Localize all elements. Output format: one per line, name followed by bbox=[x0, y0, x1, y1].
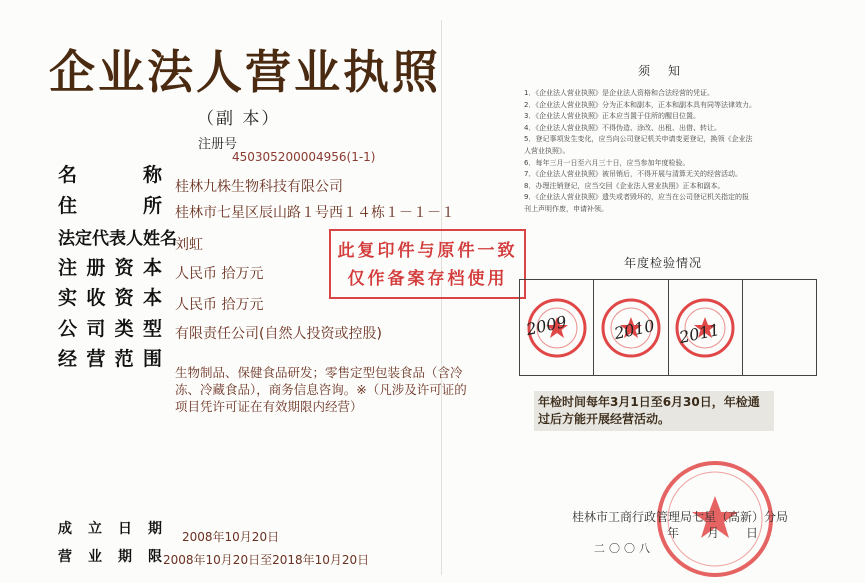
issue-month-label: 月 bbox=[707, 526, 720, 540]
label-company-type bbox=[58, 314, 162, 341]
notice-item: 2．《企业法人营业执照》分为正本和副本，正本和副本具有同等法律效力。 bbox=[524, 100, 756, 109]
inspection-signature: 2010 bbox=[612, 315, 657, 344]
inspection-cell-2010 bbox=[594, 280, 668, 375]
issue-day-label: 日 bbox=[746, 526, 759, 540]
value-name: 桂林九株生物科技有限公司 bbox=[175, 179, 343, 195]
copy-stamp-line-1: 此复印件与原件一致 bbox=[337, 241, 518, 261]
value-address: 桂林市七星区辰山路１号西１４栋１－１－１ bbox=[175, 205, 455, 221]
notice-item: 6．每年三月一日至六月三十日，应当参加年度检验。 bbox=[524, 158, 690, 167]
inspection-cell-2011 bbox=[669, 280, 743, 375]
label-name-text: 名 称 bbox=[58, 164, 162, 186]
label-established-text: 成 立 日 期 bbox=[58, 521, 162, 537]
notice-item: 8．办理注销登记，应当交回《企业法人营业执照》正本和副本。 bbox=[524, 181, 725, 190]
label-address-text: 住 所 bbox=[58, 195, 162, 217]
copy-certification-stamp bbox=[329, 229, 526, 299]
notice-item: 5．登记事项发生变化，应当向公司登记机关申请变更登记，换领《企业法 bbox=[524, 135, 753, 144]
value-paid-capital: 人民币 拾万元 bbox=[175, 297, 264, 313]
inspection-signature: 2011 bbox=[676, 319, 721, 348]
label-legal-rep bbox=[58, 224, 177, 249]
label-term bbox=[58, 546, 162, 566]
notice-list bbox=[524, 88, 834, 216]
label-business-scope bbox=[58, 344, 162, 371]
license-subtitle: （副 本） bbox=[197, 109, 281, 129]
label-paid-capital bbox=[58, 283, 162, 310]
label-address bbox=[58, 191, 162, 218]
label-term-text: 营 业 期 限 bbox=[58, 549, 162, 565]
annual-inspection-note: 年检时间每年3月1日至6月30日，年检通过后方能开展经营活动。 bbox=[534, 391, 774, 431]
inspection-cell-2009 bbox=[520, 280, 594, 375]
notice-item: 1．《企业法人营业执照》是企业法人资格和合法经营的凭证。 bbox=[524, 89, 714, 97]
value-business-scope: 生物制品、保健食品研发；零售定型包装食品（含冷冻、冷藏食品），商务信息咨询。※（凡涉及许可证的项目凭许可证在有效期限内经营） bbox=[175, 365, 467, 414]
label-established bbox=[58, 518, 162, 538]
annual-inspection-table bbox=[519, 279, 817, 376]
registration-number: 450305200004956(1-1) bbox=[232, 150, 376, 164]
notice-item: 人营业执照》。 bbox=[524, 146, 570, 155]
value-company-type: 有限责任公司(自然人投资或控股) bbox=[175, 326, 382, 342]
notice-item: 4．《企业法人营业执照》不得伪造、涂改、出租、出借、转让。 bbox=[524, 123, 721, 132]
label-registered-capital bbox=[58, 253, 162, 280]
license-title: 企业法人营业执照 bbox=[49, 45, 441, 99]
value-established: 2008年10月20日 bbox=[182, 530, 280, 544]
label-company-type-text: 公 司 类 型 bbox=[58, 318, 162, 340]
issue-date: 二〇〇八 bbox=[594, 542, 654, 555]
issue-year-label: 年 bbox=[667, 526, 680, 540]
notice-item: 刊上声明作废，申请补领。 bbox=[524, 204, 608, 213]
notice-item: 3．《企业法人营业执照》正本应当置于住所的醒目位置。 bbox=[524, 112, 700, 121]
value-legal-rep: 刘虹 bbox=[175, 237, 203, 253]
notice-item: 7．《企业法人营业执照》被吊销后，不得开展与清算无关的经营活动。 bbox=[524, 170, 742, 179]
label-paid-capital-text: 实 收 资 本 bbox=[58, 287, 162, 309]
inspection-cell-empty bbox=[743, 280, 816, 375]
label-business-scope-text: 经 营 范 围 bbox=[58, 348, 162, 370]
label-registered-capital-text: 注 册 资 本 bbox=[58, 257, 162, 279]
value-registered-capital: 人民币 拾万元 bbox=[175, 266, 264, 282]
notice-title: 须知 bbox=[638, 64, 699, 78]
issuing-authority: 桂林市工商行政管理局七星（高新）分局 bbox=[572, 510, 789, 524]
copy-stamp-line-2: 仅作备案存档使用 bbox=[347, 269, 508, 289]
inspection-signature: 2009 bbox=[524, 311, 569, 340]
label-legal-rep-text: 法定代表人姓名 bbox=[58, 229, 177, 249]
annual-inspection-title: 年度检验情况 bbox=[624, 256, 703, 270]
registration-label: 注册号 bbox=[198, 137, 238, 152]
value-term: 2008年10月20日至2018年10月20日 bbox=[163, 553, 370, 567]
notice-item: 9．《企业法人营业执照》遗失或者毁坏的，应当在公司登记机关指定的报 bbox=[524, 193, 749, 202]
label-name bbox=[58, 160, 162, 187]
